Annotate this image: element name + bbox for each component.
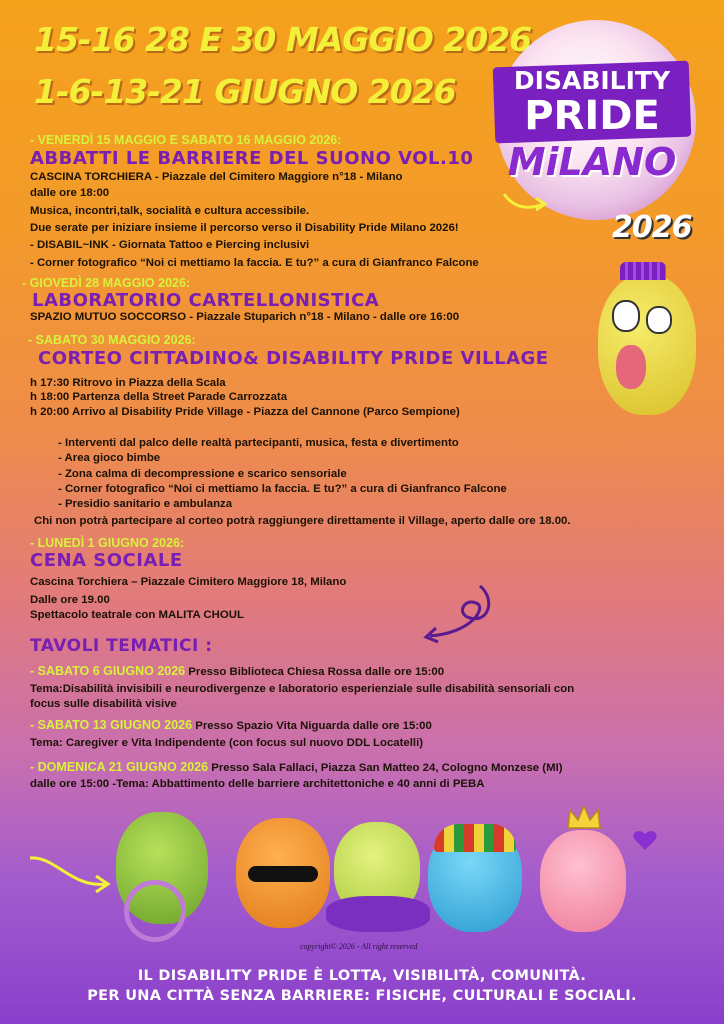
tavoli-d1-line3: focus sulle disabilità visive	[30, 698, 177, 710]
curly-arrow-icon	[410, 578, 500, 648]
tavoli-d1-date: - SABATO 6 GIUGNO 2026	[30, 664, 186, 678]
s1-line2: dalle ore 18:00	[30, 187, 110, 199]
s3-bullet1: - Interventi dal palco delle realtà partecipanti, musica, festa e divertimento	[58, 437, 459, 449]
s3-bullet4: - Corner fotografico “Noi ci mettiamo la faccia. E tu?” a cura di Gianfranco Falcone	[58, 483, 507, 495]
s3-date: - SABATO 30 MAGGIO 2026:	[28, 333, 196, 347]
tavoli-d1-row	[30, 664, 444, 679]
tavoli-d1-line2: Tema:Disabilità invisibili e neurodivergenze e laboratorio esperienziale sulle disabilità sensoriali con	[30, 683, 575, 695]
s1-line4: Due serate per iniziare insieme il percorso verso il Disability Pride Milano 2026!	[30, 222, 459, 234]
s4-line2: Dalle ore 19.00	[30, 594, 110, 606]
s1-line5: - DISABIL~INK - Giornata Tattoo e Piercing inclusivi	[30, 239, 310, 251]
s3-line2: h 18:00 Partenza della Street Parade Carrozzata	[30, 391, 288, 403]
heart-icon	[632, 828, 658, 852]
s3-title: CORTEO CITTADINO& DISABILITY PRIDE VILLAGE	[38, 348, 549, 369]
tavoli-d2-place: Presso Spazio Vita Niguarda dalle ore 15:00	[192, 720, 432, 732]
rasta-hat-icon	[434, 824, 516, 852]
logo-word-pride: PRIDE	[524, 93, 660, 139]
tavoli-d3-place: Presso Sala Fallaci, Piazza San Matteo 24, Cologno Monzese (MI)	[208, 762, 563, 774]
logo-year: 2026	[612, 210, 692, 245]
tavoli-d2-date: - SABATO 13 GIUGNO 2026	[30, 718, 193, 732]
tavoli-d1-place: Presso Biblioteca Chiesa Rossa dalle ore 15:00	[185, 666, 445, 678]
s3-line3: h 20:00 Arrivo al Disability Pride Village - Piazza del Cannone (Parco Sempione)	[30, 406, 460, 418]
logo-word-disability: DISABILITY	[513, 66, 671, 95]
logo-word-milano: MiLANO	[507, 140, 677, 184]
pink-monster-image	[540, 830, 626, 932]
tavoli-d3-date: - DOMENICA 21 GIUGNO 2026	[30, 760, 209, 774]
s3-note: Chi non potrà partecipare al corteo potrà raggiungere direttamente il Village, aperto dalle ore 18.00.	[34, 515, 571, 527]
s3-line1: h 17:30 Ritrovo in Piazza della Scala	[30, 377, 226, 389]
s1-line3: Musica, incontri,talk, socialità e cultura accessibile.	[30, 205, 310, 217]
s1-line6: - Corner fotografico “Noi ci mettiamo la faccia. E tu?” a cura di Gianfranco Falcone	[30, 257, 479, 269]
wheelchair-wheel	[124, 880, 186, 942]
crown-icon	[566, 804, 602, 830]
yellow-monster-image	[598, 275, 696, 415]
s4-line3: Spettacolo teatrale con MALITA CHOUL	[30, 609, 244, 621]
monster-eye-right	[646, 306, 672, 334]
s4-title: CENA SOCIALE	[30, 550, 183, 571]
tavoli-d3-row	[30, 760, 563, 775]
monster-tongue	[616, 345, 646, 389]
tavoli-d3-line2: dalle ore 15:00 -Tema: Abbattimento delle barriere architettoniche e 40 anni di PEBA	[30, 778, 485, 790]
tavoli-title: TAVOLI TEMATICI :	[30, 636, 213, 656]
arrow-right-icon	[500, 188, 550, 218]
arrow-right-icon	[26, 848, 116, 898]
sunglasses-icon	[248, 866, 318, 882]
monster-eye-left	[612, 300, 640, 332]
s1-date: - VENERDÌ 15 MAGGIO E SABATO 16 MAGGIO 2026:	[30, 133, 342, 147]
footer-line2: PER UNA CITTÀ SENZA BARRIERE: FISICHE, CULTURALI E SOCIALI.	[87, 988, 637, 1004]
s2-date: - GIOVEDÌ 28 MAGGIO 2026:	[22, 276, 191, 290]
tavoli-d2-row	[30, 718, 432, 733]
s2-title: LABORATORIO CARTELLONISTICA	[32, 290, 380, 311]
s1-line1: CASCINA TORCHIERA - Piazzale del Cimitero Maggiore n°18 - Milano	[30, 171, 403, 183]
tavoli-d2-line2: Tema: Caregiver e Vita Indipendente (con focus sul nuovo DDL Locatelli)	[30, 737, 424, 749]
s4-line1: Cascina Torchiera – Piazzale Cimitero Maggiore 18, Milano	[30, 576, 347, 588]
header-dates-line2: 1-6-13-21 GIUGNO 2026	[34, 72, 456, 111]
s1-title: ABBATTI LE BARRIERE DEL SUONO VOL.10	[30, 148, 474, 169]
purple-tentacles	[326, 896, 430, 932]
s3-bullet2: - Area gioco bimbe	[58, 452, 161, 464]
monster-mohawk	[620, 262, 666, 280]
copyright-text: copyright© 2026 - All right reserved	[300, 942, 418, 951]
footer-slogan	[0, 966, 724, 1006]
s3-bullet5: - Presidio sanitario e ambulanza	[58, 498, 233, 510]
footer-line1: IL DISABILITY PRIDE È LOTTA, VISIBILITÀ, COMUNITÀ.	[137, 968, 587, 984]
s4-date: - LUNEDÌ 1 GIUGNO 2026:	[30, 536, 185, 550]
header-dates-line1: 15-16 28 E 30 MAGGIO 2026	[34, 20, 532, 59]
s2-line1: SPAZIO MUTUO SOCCORSO - Piazzale Stuparich n°18 - Milano - dalle ore 16:00	[30, 311, 460, 323]
s3-bullet3: - Zona calma di decompressione e scarico sensoriale	[58, 468, 347, 480]
